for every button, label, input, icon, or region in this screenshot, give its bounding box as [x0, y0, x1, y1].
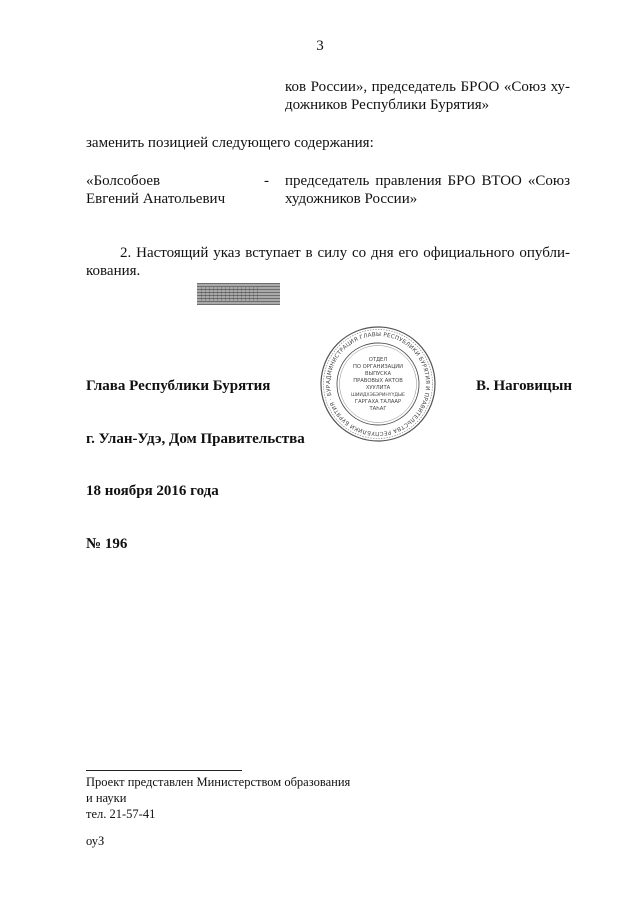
entry-position-line-1: председатель правления БРО ВТОО «Союз: [285, 173, 570, 189]
entry-name-line-2: Евгений Анатольевич: [86, 191, 226, 207]
footnote-line-3: тел. 21-57-41: [86, 807, 156, 821]
seal-inner-line: ОТДЕЛ: [368, 357, 388, 363]
footnote-divider: [86, 770, 242, 771]
seal-inner-line: ПО ОРГАНИЗАЦИИ: [352, 364, 404, 370]
entry-name-line-1: «Болсобоев: [86, 173, 161, 189]
seal-inner-line: ШИИДХЭБЭРИНҮҮДЫЕ: [351, 393, 405, 398]
seal-inner-line: ТАҺАГ: [369, 406, 387, 412]
entry-dash: -: [264, 173, 269, 189]
seal-outer-text: АДМИНИСТРАЦИЯ ГЛАВЫ РЕСПУБЛИКИ БУРЯТИЯ И ПРАВИТЕЛЬСТВА РЕСПУБЛИКИ БУРЯТИЯ · БУР: [325, 331, 431, 437]
footnote-code: оуЗ: [86, 834, 105, 848]
date-line: 18 ноября 2016 года: [86, 483, 219, 499]
page-number: 3: [316, 38, 324, 54]
official-seal: [318, 324, 438, 444]
paragraph-2-line-1: 2. Настоящий указ вступает в силу со дня его официального опубли-: [120, 245, 570, 261]
seal-inner-line: ПРАВОВЫХ АКТОВ: [353, 378, 403, 384]
place-line: г. Улан-Удэ, Дом Правительства: [86, 431, 305, 447]
seal-inner-line: ГАРГАХА ТАЛААР: [354, 399, 402, 405]
paragraph-2-line-2: кования.: [86, 263, 141, 279]
continuation-line-1: ков России», председатель БРОО «Союз ху-: [285, 79, 570, 95]
entry-position-line-2: художников России»: [285, 191, 418, 207]
replace-instruction: заменить позицией следующего содержания:: [86, 135, 374, 151]
continuation-line-2: дожников Республики Бурятия»: [285, 97, 490, 113]
signature-name: В. Наговицын: [476, 378, 572, 394]
footnote-line-2: и науки: [86, 791, 127, 805]
decree-number: № 196: [86, 536, 128, 552]
footnote-line-1: Проект представлен Министерством образования: [86, 775, 351, 789]
seal-graphic: [318, 324, 438, 444]
signature-title: Глава Республики Бурятия: [86, 378, 271, 394]
seal-inner-line: ВЫПУСКА: [364, 371, 392, 377]
redacted-signature-strip: [197, 283, 280, 305]
seal-inner-line: ХУУЛИТА: [365, 385, 391, 391]
